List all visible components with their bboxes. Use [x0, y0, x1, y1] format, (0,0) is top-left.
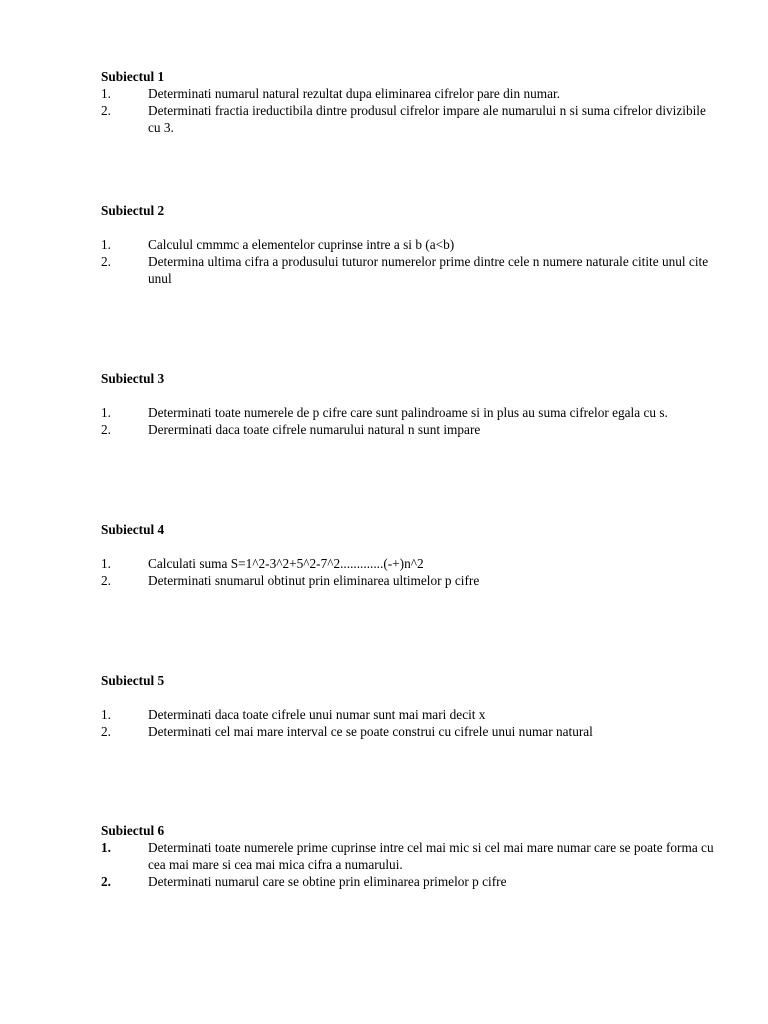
item-text: Determinati daca toate cifrele unui numar sunt mai mari decit x	[148, 707, 486, 722]
item-number: 2.	[101, 102, 111, 118]
item-number: 2.	[101, 873, 111, 889]
item-text: Determina ultima cifra a produsului tuturor numerelor prime dintre cele n numere naturale citite unul cite unul	[148, 253, 709, 286]
list-item	[101, 573, 721, 590]
item-number: 2.	[101, 723, 111, 739]
section-5	[101, 673, 721, 741]
item-number: 1.	[101, 840, 111, 855]
item-text: Determinati cel mai mare interval ce se poate construi cu cifrele unui numar natural	[148, 723, 593, 739]
item-text: Dererminati daca toate cifrele numarului natural n sunt impare	[148, 421, 481, 437]
section-title: Subiectul 6	[101, 823, 165, 838]
list-item	[101, 86, 721, 103]
item-text: Determinati numarul natural rezultat dupa eliminarea cifrelor pare din numar.	[148, 86, 561, 101]
item-text: Calculati suma S=1^2-3^2+5^2-7^2.............(-+)n^2	[148, 556, 424, 571]
section-4	[101, 522, 721, 590]
list-item	[101, 707, 721, 724]
item-number: 2.	[101, 253, 111, 269]
item-text: Determinati toate numerele prime cuprinse intre cel mai mic si cel mai mare numar care se poate forma cu cea mai mare si cea mai mica cifra a numarului.	[148, 840, 714, 872]
list-item	[101, 254, 721, 288]
item-number: 2.	[101, 421, 111, 437]
list-item	[101, 422, 721, 439]
list-item	[101, 874, 721, 891]
item-text: Calculul cmmmc a elementelor cuprinse intre a si b (a<b)	[148, 237, 455, 252]
list-item	[101, 405, 721, 422]
item-text: Determinati fractia ireductibila dintre produsul cifrelor impare ale numarului n si suma cifrelor divizibile cu 3.	[148, 102, 706, 135]
section-2	[101, 203, 721, 287]
section-3	[101, 371, 721, 439]
item-text: Determinati numarul care se obtine prin eliminarea primelor p cifre	[148, 873, 507, 889]
section-title: Subiectul 5	[101, 673, 165, 688]
list-item	[101, 237, 721, 254]
item-number: 1.	[101, 237, 111, 252]
item-text: Determinati snumarul obtinut prin eliminarea ultimelor p cifre	[148, 572, 480, 588]
section-title: Subiectul 1	[101, 69, 165, 84]
item-number: 1.	[101, 86, 111, 101]
item-number: 1.	[101, 556, 111, 571]
section-title: Subiectul 3	[101, 371, 165, 386]
item-text: Determinati toate numerele de p cifre care sunt palindroame si in plus au suma cifrelor egala cu s.	[148, 405, 668, 420]
section-6	[101, 823, 721, 890]
section-title: Subiectul 4	[101, 522, 165, 537]
list-item	[101, 556, 721, 573]
section-title: Subiectul 2	[101, 203, 165, 218]
item-number: 2.	[101, 572, 111, 588]
list-item	[101, 103, 721, 137]
item-number: 1.	[101, 707, 111, 722]
section-1	[101, 69, 721, 136]
list-item	[101, 840, 721, 874]
list-item	[101, 724, 721, 741]
item-number: 1.	[101, 405, 111, 420]
